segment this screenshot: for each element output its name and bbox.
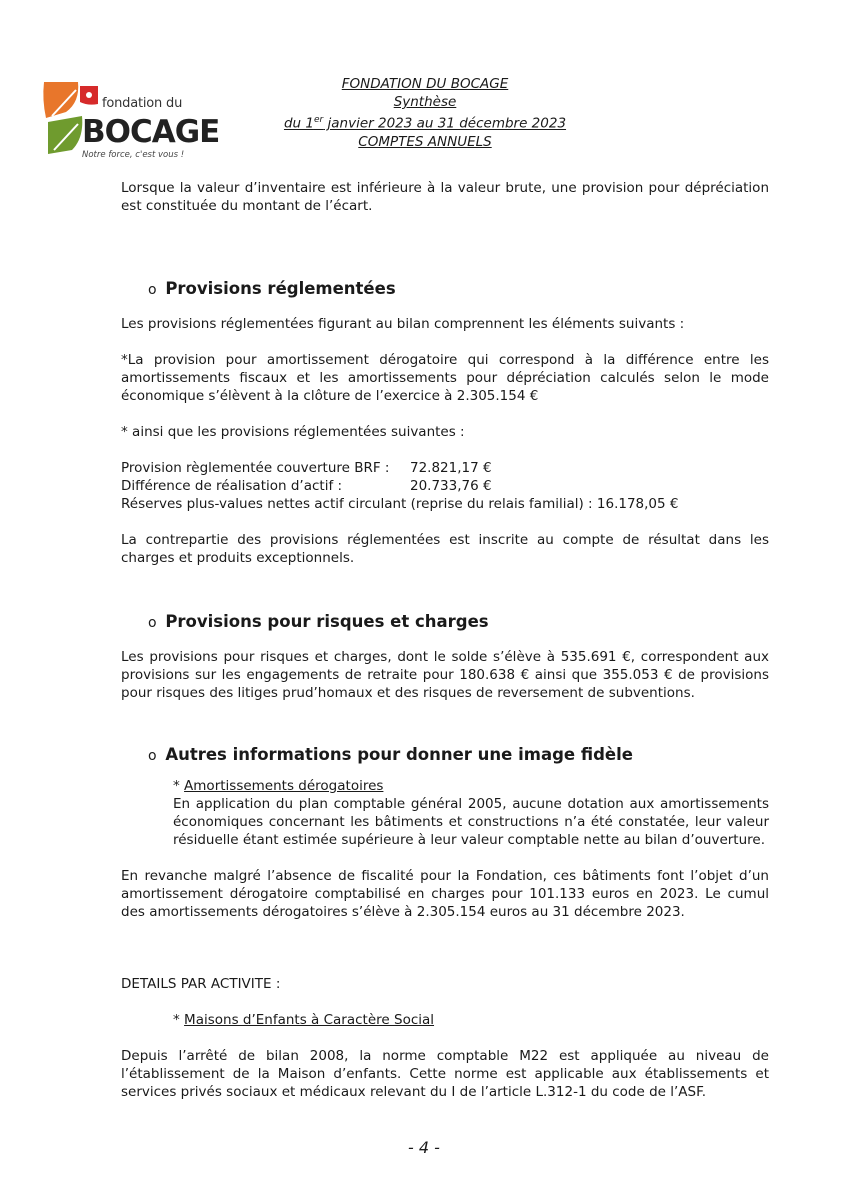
bullet-circle-icon: o bbox=[148, 282, 157, 298]
provision-row-reserves: Réserves plus-values nettes actif circulant (reprise du relais familial) : 16.178,05 € bbox=[121, 496, 679, 512]
row-value: 72.821,17 € bbox=[410, 460, 492, 476]
subsection-title: Maisons d’Enfants à Caractère Social bbox=[184, 1012, 435, 1028]
paragraph: La contrepartie des provisions réglementées est inscrite au compte de résultat dans les charges et produits exceptionnels. bbox=[121, 532, 769, 566]
document-body: Lorsque la valeur d’inventaire est inférieure à la valeur brute, une provision pour dépréciation est constituée du montant de l’écart. o Provisions réglementées Les provisions réglementées figurant au bilan comprennent les éléments suivants : *La provision pour amortissement dérogatoire qui correspond à la différence entre les amortissements fiscaux et les amortissements pour dépréciation calculés selon le mode économique s’élèvent à la clôture de l’exercice à 2.305.154 € * ainsi que les provisions réglementées suivantes : Provision règlementée couverture BRF : 72.821,17 € Différence de réalisation d’actif : 20.733,76 € Réserves plus-values nettes actif circulant (reprise du relais familial) : 16.178,05 € La contrepartie des provisions réglementées est inscrite au compte de résultat dans les charges et produits exceptionnels. o Provisions pour risques et charges Les provisions pour risques et charges, dont le solde s’élève à 535.691 €, correspondent aux provisions sur les engagements de retraite pour 180.638 € ainsi que 355.053 € de provisions pour risques des litiges prud’homaux et des risques de reversement de subventions. o Autres informations pour donner une image fidèle * Amortissements dérogatoires En application du plan comptable général 2005, aucune dotation aux amortissements économiques concernant les bâtiments et constructions n’a été constatée, leur valeur résiduelle étant estimée supérieure à leur valeur comptable nette au bilan d’ouverture. En revanche malgré l’absence de fiscalité pour la Fondation, ces bâtiments font l’objet d’un amortissement dérogatoire comptabilisé en charges pour 101.133 euros en 2023. Le cumul des amortissements dérogatoires s’élève à 2.305.154 euros au 31 décembre 2023. DETAILS PAR ACTIVITE : * Maisons d’Enfants à Caractère Social Depuis l’arrêté de bilan 2008, la norme comptable M22 est appliquée au niveau de l’établissement de la Maison d’enfants. Cette norme est applicable aux établissements et services privés sociaux et médicaux relevant du I de l’article L.312-1 du code de l’ASF. bbox=[121, 180, 769, 1100]
paragraph: Les provisions pour risques et charges, dont le solde s’élève à 535.691 €, correspondent aux provisions sur les engagements de retraite pour 180.638 € ainsi que 355.053 € de provisions pour risques des litiges prud’homaux et des risques de reversement de subventions. bbox=[121, 649, 769, 701]
logo-wordmark-small: fondation du bbox=[102, 96, 183, 111]
header-synthese: Synthèse bbox=[393, 94, 457, 110]
header-period: du 1er janvier 2023 au 31 décembre 2023 bbox=[283, 115, 567, 132]
section-title: Autres informations pour donner une image fidèle bbox=[165, 745, 633, 764]
section-heading-autres-informations bbox=[148, 744, 769, 767]
logo-wordmark-big: BOCAGE bbox=[82, 114, 220, 150]
section-title: Provisions pour risques et charges bbox=[165, 612, 489, 631]
header-organization: FONDATION DU BOCAGE bbox=[341, 76, 509, 92]
intro-paragraph: Lorsque la valeur d’inventaire est inférieure à la valeur brute, une provision pour dépréciation est constituée du montant de l’écart. bbox=[121, 180, 769, 214]
subsection-amortissements: * Amortissements dérogatoires En application du plan comptable général 2005, aucune dotation aux amortissements économiques concernant les bâtiments et constructions n’a été constatée, leur valeur résiduelle étant estimée supérieure à leur valeur comptable nette au bilan d’ouverture. bbox=[173, 778, 769, 848]
bullet-circle-icon: o bbox=[148, 748, 157, 764]
paragraph: *La provision pour amortissement dérogatoire qui correspond à la différence entre les amortissements fiscaux et les amortissements pour dépréciation calculés selon le mode économique s’élèvent à la clôture de l’exercice à 2.305.154 € bbox=[121, 352, 769, 404]
paragraph: En revanche malgré l’absence de fiscalité pour la Fondation, ces bâtiments font l’objet d’un amortissement dérogatoire comptabilisé en charges pour 101.133 euros en 2023. Le cumul des amortissements dérogatoires s’élève à 2.305.154 euros au 31 décembre 2023. bbox=[121, 868, 769, 920]
logo-slogan: Notre force, c'est vous ! bbox=[82, 150, 185, 160]
details-heading: DETAILS PAR ACTIVITE : bbox=[121, 976, 281, 992]
section-title: Provisions réglementées bbox=[165, 279, 396, 298]
row-value: 20.733,76 € bbox=[410, 478, 492, 494]
section-heading-risques-charges bbox=[148, 611, 769, 634]
row-label: Provision règlementée couverture BRF : bbox=[121, 460, 390, 476]
provision-row-realisation bbox=[121, 477, 769, 495]
document-header bbox=[260, 75, 590, 151]
foundation-logo bbox=[42, 80, 220, 164]
paragraph: * ainsi que les provisions réglementées suivantes : bbox=[121, 424, 465, 440]
provision-row-brf bbox=[121, 459, 769, 477]
subsection-title: Amortissements dérogatoires bbox=[184, 778, 384, 794]
section-heading-provisions-reglementees bbox=[148, 278, 769, 301]
header-comptes-annuels: COMPTES ANNUELS bbox=[358, 133, 492, 150]
paragraph: Depuis l’arrêté de bilan 2008, la norme comptable M22 est appliquée au niveau de l’établissement de la Maison d’enfants. Cette norme est applicable aux établissements et services privés sociaux et médicaux relevant du I de l’article L.312-1 du code de l’ASF. bbox=[121, 1048, 769, 1100]
page-number: - 4 - bbox=[408, 1138, 440, 1157]
paragraph: Les provisions réglementées figurant au bilan comprennent les éléments suivants : bbox=[121, 316, 685, 332]
row-label: Différence de réalisation d’actif : bbox=[121, 478, 343, 494]
bullet-circle-icon: o bbox=[148, 615, 157, 631]
paragraph: En application du plan comptable général 2005, aucune dotation aux amortissements économiques concernant les bâtiments et constructions n’a été constatée, leur valeur résiduelle étant estimée supérieure à leur valeur comptable nette au bilan d’ouverture. bbox=[173, 796, 769, 848]
